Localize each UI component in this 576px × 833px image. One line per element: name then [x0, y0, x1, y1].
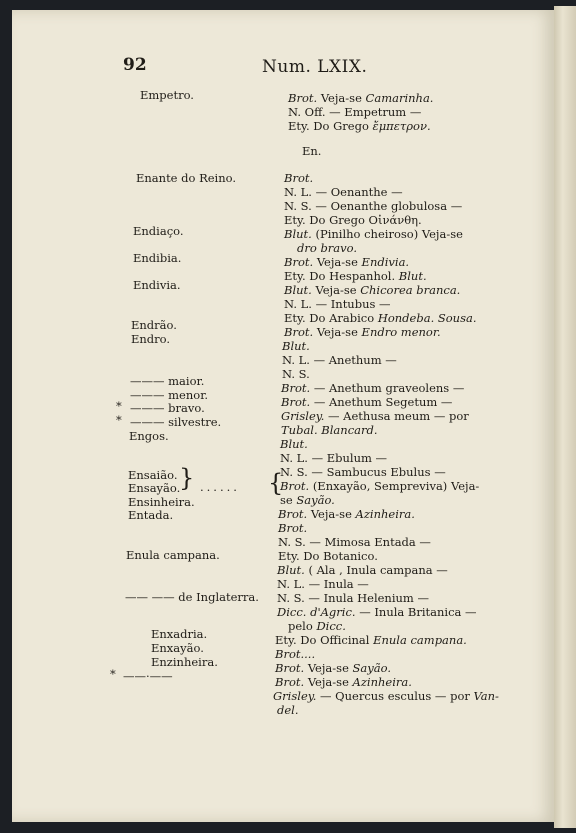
right-line-17: N. L. — Anethum —	[282, 353, 397, 367]
right-line-22: Tubal. Blancard.	[281, 423, 378, 437]
right-line-25: N. S. — Sambucus Ebulus —	[280, 465, 446, 479]
right-line-1: Brot. Veja-se Camarinha.	[288, 91, 434, 105]
right-line-2: N. Off. — Empetrum —	[288, 105, 422, 119]
right-line-12: Blut. Veja-se Chicorea branca.	[284, 283, 461, 297]
right-line-11: Ety. Do Hespanhol. Blut.	[284, 269, 427, 283]
right-line-14: Ety. Do Arabico Hondeba. Sousa.	[284, 311, 477, 325]
right-line-5: N. L. — Oenanthe —	[284, 185, 403, 199]
entry-dash: ——·——	[123, 669, 173, 683]
right-line-6: N. S. — Oenanthe globulosa —	[284, 199, 463, 213]
entry-enante: Enante do Reino.	[136, 171, 237, 185]
asterisk-mark: *	[116, 413, 122, 427]
entry-enxadria: Enxadria.	[151, 627, 208, 641]
right-line-16: Blut.	[282, 339, 310, 353]
right-line-35: Dicc. d'Agric. — Inula Britanica —	[277, 605, 477, 619]
entry-ensinheira: Ensinheira.	[128, 495, 195, 509]
entry-endivia: Endivia.	[133, 278, 181, 292]
entry-endibia: Endibia.	[133, 251, 182, 265]
entry-endrao: Endrão.	[131, 318, 177, 332]
page-number: 92	[123, 55, 147, 75]
brace-right: }	[179, 464, 195, 492]
entry-entada: Entada.	[128, 508, 174, 522]
entry-endro: Endro.	[131, 332, 171, 346]
right-line-21: Grisley. — Aethusa meum — por	[281, 409, 469, 423]
right-line-28: Brot. Veja-se Azinheira.	[278, 507, 415, 521]
book-page	[12, 10, 554, 822]
right-line-32: Blut. ( Ala , Inula campana —	[277, 563, 448, 577]
right-line-4: Brot.	[284, 171, 314, 185]
right-line-20: Brot. — Anethum Segetum —	[281, 395, 453, 409]
right-line-38: Brot....	[275, 647, 316, 661]
leader-dots: ......	[200, 480, 240, 494]
asterisk-mark: *	[116, 399, 122, 413]
right-line-9: dro bravo.	[297, 241, 358, 255]
right-line-7: Ety. Do Grego Οἰνάνθη.	[284, 213, 422, 227]
entry-endro-menor: ——— menor.	[130, 388, 209, 402]
right-line-18: N. S.	[282, 367, 310, 381]
entry-engos: Engos.	[129, 429, 169, 443]
right-line-29: Brot.	[278, 521, 308, 535]
entry-endro-maior: ——— maior.	[130, 374, 205, 388]
right-line-3: Ety. Do Grego ἔμπετρον.	[288, 119, 431, 133]
book-spine	[554, 6, 576, 828]
right-line-41: Grisley. — Quercus esculus — por Van-	[273, 689, 499, 703]
entry-enzinheira: Enzinheira.	[151, 655, 218, 669]
entry-ensayao: Ensayão.	[128, 481, 181, 495]
asterisk-mark: *	[110, 667, 116, 681]
right-line-36: pelo Dicc.	[288, 619, 346, 633]
right-line-27: se Sayão.	[280, 493, 335, 507]
entry-enula-inglaterra: —— —— de Inglaterra.	[125, 590, 259, 604]
right-line-26: Brot. (Enxayão, Sempreviva) Veja-	[280, 479, 480, 493]
entry-enxayao: Enxayão.	[151, 641, 204, 655]
section-heading: En.	[302, 144, 322, 158]
right-line-37: Ety. Do Officinal Enula campana.	[275, 633, 467, 647]
right-line-39: Brot. Veja-se Sayão.	[275, 661, 392, 675]
entry-endro-silvestre: ——— silvestre.	[130, 415, 222, 429]
entry-enula-campana: Enula campana.	[126, 548, 220, 562]
page-title: Num. LXIX.	[262, 57, 368, 77]
right-line-40: Brot. Veja-se Azinheira.	[275, 675, 412, 689]
right-line-24: N. L. — Ebulum —	[280, 451, 388, 465]
entry-ensaiao: Ensaião.	[128, 468, 178, 482]
entry-endro-bravo: ——— bravo.	[130, 401, 205, 415]
right-line-23: Blut.	[280, 437, 308, 451]
right-line-8: Blut. (Pinilho cheiroso) Veja-se	[284, 227, 463, 241]
entry-empetro: Empetro.	[140, 88, 194, 102]
right-line-13: N. L. — Intubus —	[284, 297, 391, 311]
right-line-30: N. S. — Mimosa Entada —	[278, 535, 431, 549]
right-line-33: N. L. — Inula —	[277, 577, 369, 591]
right-line-15: Brot. Veja-se Endro menor.	[284, 325, 441, 339]
right-line-10: Brot. Veja-se Endivia.	[284, 255, 410, 269]
right-line-19: Brot. — Anethum graveolens —	[281, 381, 465, 395]
right-line-42: del.	[277, 703, 299, 717]
brace-left: {	[268, 469, 284, 497]
entry-endiaco: Endiaço.	[133, 224, 184, 238]
right-line-31: Ety. Do Botanico.	[278, 549, 378, 563]
right-line-34: N. S. — Inula Helenium —	[277, 591, 429, 605]
